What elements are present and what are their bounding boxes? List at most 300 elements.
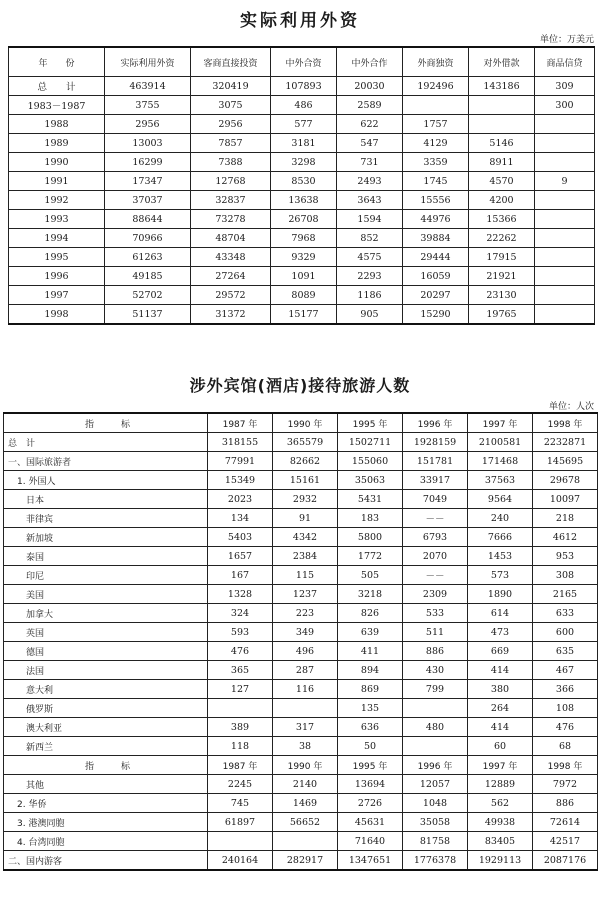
- value-cell: 2589: [337, 96, 403, 115]
- row-label-cell: 1989: [9, 134, 105, 153]
- value-cell: 1347651: [338, 851, 403, 871]
- row-label-cell: 其他: [4, 775, 208, 794]
- value-cell: 中外合作: [337, 47, 403, 77]
- value-cell: 7666: [468, 528, 533, 547]
- value-cell: 2165: [533, 585, 598, 604]
- table-row: [4, 680, 598, 699]
- value-cell: 107893: [271, 77, 337, 96]
- value-cell: 2726: [338, 794, 403, 813]
- value-cell: 1469: [273, 794, 338, 813]
- value-cell: 669: [468, 642, 533, 661]
- value-cell: 8911: [469, 153, 535, 172]
- value-cell: 4200: [469, 191, 535, 210]
- value-cell: 29678: [533, 471, 598, 490]
- row-label-cell: 4. 台湾同胞: [4, 832, 208, 851]
- value-cell: 20297: [403, 286, 469, 305]
- value-cell: 309: [535, 77, 595, 96]
- value-cell: 73278: [191, 210, 271, 229]
- table-row: [4, 813, 598, 832]
- value-cell: 15349: [208, 471, 273, 490]
- value-cell: 135: [338, 699, 403, 718]
- value-cell: 1757: [403, 115, 469, 134]
- value-cell: 1997 年: [468, 756, 533, 775]
- value-cell: 183: [338, 509, 403, 528]
- value-cell: 852: [337, 229, 403, 248]
- value-cell: 16059: [403, 267, 469, 286]
- value-cell: 37563: [468, 471, 533, 490]
- tourist-reception-table: [3, 412, 598, 871]
- value-cell: 2932: [273, 490, 338, 509]
- table2-unit: 单位：人次: [548, 402, 594, 412]
- value-cell: 31372: [191, 305, 271, 325]
- value-cell: 对外借款: [469, 47, 535, 77]
- value-cell: 6793: [403, 528, 468, 547]
- value-cell: 15177: [271, 305, 337, 325]
- value-cell: 27264: [191, 267, 271, 286]
- value-cell: [535, 191, 595, 210]
- value-cell: 577: [271, 115, 337, 134]
- row-label-cell: 加拿大: [4, 604, 208, 623]
- value-cell: 2087176: [533, 851, 598, 871]
- value-cell: 430: [403, 661, 468, 680]
- value-cell: 3755: [105, 96, 191, 115]
- value-cell: [535, 229, 595, 248]
- value-cell: 1328: [208, 585, 273, 604]
- value-cell: 505: [338, 566, 403, 585]
- value-cell: [469, 96, 535, 115]
- value-cell: 7968: [271, 229, 337, 248]
- value-cell: 29444: [403, 248, 469, 267]
- value-cell: 12889: [468, 775, 533, 794]
- row-label-cell: 英国: [4, 623, 208, 642]
- row-label-cell: 印尼: [4, 566, 208, 585]
- value-cell: 1990 年: [273, 413, 338, 433]
- value-cell: 10097: [533, 490, 598, 509]
- value-cell: 905: [337, 305, 403, 325]
- row-label-cell: 澳大利亚: [4, 718, 208, 737]
- value-cell: 77991: [208, 452, 273, 471]
- value-cell: 1929113: [468, 851, 533, 871]
- value-cell: 49938: [468, 813, 533, 832]
- value-cell: 366: [533, 680, 598, 699]
- value-cell: 1995 年: [338, 756, 403, 775]
- value-cell: 7049: [403, 490, 468, 509]
- value-cell: 167: [208, 566, 273, 585]
- value-cell: 635: [533, 642, 598, 661]
- value-cell: 3643: [337, 191, 403, 210]
- value-cell: 39884: [403, 229, 469, 248]
- value-cell: 8530: [271, 172, 337, 191]
- value-cell: 88644: [105, 210, 191, 229]
- value-cell: 2232871: [533, 433, 598, 452]
- value-cell: 2384: [273, 547, 338, 566]
- value-cell: 1186: [337, 286, 403, 305]
- value-cell: 511: [403, 623, 468, 642]
- value-cell: 463914: [105, 77, 191, 96]
- value-cell: 61897: [208, 813, 273, 832]
- value-cell: 365579: [273, 433, 338, 452]
- value-cell: 2245: [208, 775, 273, 794]
- value-cell: 3218: [338, 585, 403, 604]
- table2-title: 涉外宾馆(酒店)接待旅游人数: [189, 376, 411, 395]
- value-cell: 9: [535, 172, 595, 191]
- table-row: [9, 134, 595, 153]
- row-label-cell: 1. 外国人: [4, 471, 208, 490]
- table-row: [4, 623, 598, 642]
- value-cell: 21921: [469, 267, 535, 286]
- value-cell: 414: [468, 661, 533, 680]
- table-row: [4, 699, 598, 718]
- table-row: [9, 115, 595, 134]
- header-row: [9, 47, 595, 77]
- value-cell: 4129: [403, 134, 469, 153]
- value-cell: 1594: [337, 210, 403, 229]
- value-cell: 622: [337, 115, 403, 134]
- value-cell: 2023: [208, 490, 273, 509]
- row-label-cell: 1996: [9, 267, 105, 286]
- value-cell: 5431: [338, 490, 403, 509]
- value-cell: 953: [533, 547, 598, 566]
- value-cell: 48704: [191, 229, 271, 248]
- value-cell: 9329: [271, 248, 337, 267]
- value-cell: 49185: [105, 267, 191, 286]
- value-cell: 42517: [533, 832, 598, 851]
- value-cell: 29572: [191, 286, 271, 305]
- table-row: [9, 153, 595, 172]
- value-cell: 473: [468, 623, 533, 642]
- value-cell: 218: [533, 509, 598, 528]
- value-cell: 17915: [469, 248, 535, 267]
- row-label-cell: 新西兰: [4, 737, 208, 756]
- value-cell: 308: [533, 566, 598, 585]
- value-cell: 533: [403, 604, 468, 623]
- table-row: [4, 775, 598, 794]
- value-cell: [403, 96, 469, 115]
- value-cell: 4575: [337, 248, 403, 267]
- row-label-cell: 1993: [9, 210, 105, 229]
- row-label-cell: 1995: [9, 248, 105, 267]
- value-cell: 15366: [469, 210, 535, 229]
- value-cell: 51137: [105, 305, 191, 325]
- value-cell: 145695: [533, 452, 598, 471]
- value-cell: 414: [468, 718, 533, 737]
- value-cell: 2070: [403, 547, 468, 566]
- value-cell: 1996 年: [403, 413, 468, 433]
- value-cell: 1657: [208, 547, 273, 566]
- header-row: [4, 756, 598, 775]
- value-cell: 4570: [469, 172, 535, 191]
- value-cell: 1997 年: [468, 413, 533, 433]
- value-cell: 52702: [105, 286, 191, 305]
- value-cell: 38: [273, 737, 338, 756]
- value-cell: [273, 832, 338, 851]
- value-cell: 3359: [403, 153, 469, 172]
- row-label-cell: 总 计: [4, 433, 208, 452]
- value-cell: 实际利用外资: [105, 47, 191, 77]
- value-cell: 614: [468, 604, 533, 623]
- value-cell: 1998 年: [533, 756, 598, 775]
- value-cell: 240164: [208, 851, 273, 871]
- row-label-cell: 新加坡: [4, 528, 208, 547]
- value-cell: 155060: [338, 452, 403, 471]
- row-label-cell: 二、国内游客: [4, 851, 208, 871]
- value-cell: 60: [468, 737, 533, 756]
- value-cell: 81758: [403, 832, 468, 851]
- value-cell: 480: [403, 718, 468, 737]
- table-row: [4, 718, 598, 737]
- value-cell: 70966: [105, 229, 191, 248]
- value-cell: 1928159: [403, 433, 468, 452]
- value-cell: 192496: [403, 77, 469, 96]
- table-row: [9, 191, 595, 210]
- row-label-cell: 一、国际旅游者: [4, 452, 208, 471]
- header-row: [4, 413, 598, 433]
- value-cell: 1987 年: [208, 756, 273, 775]
- value-cell: [273, 699, 338, 718]
- row-label-cell: 美国: [4, 585, 208, 604]
- row-label-cell: 意大利: [4, 680, 208, 699]
- row-label-cell: 泰国: [4, 547, 208, 566]
- value-cell: 171468: [468, 452, 533, 471]
- value-cell: 22262: [469, 229, 535, 248]
- value-cell: 4612: [533, 528, 598, 547]
- value-cell: 44976: [403, 210, 469, 229]
- value-cell: 1996 年: [403, 756, 468, 775]
- value-cell: 19765: [469, 305, 535, 325]
- table-row: [4, 585, 598, 604]
- value-cell: 43348: [191, 248, 271, 267]
- value-cell: 1998 年: [533, 413, 598, 433]
- table-row: [4, 509, 598, 528]
- value-cell: 633: [533, 604, 598, 623]
- value-cell: [535, 115, 595, 134]
- value-cell: 7388: [191, 153, 271, 172]
- value-cell: 12057: [403, 775, 468, 794]
- value-cell: 5800: [338, 528, 403, 547]
- table1-unit: 单位：万美元: [539, 35, 594, 45]
- value-cell: 318155: [208, 433, 273, 452]
- row-label-cell: 指 标: [4, 413, 208, 433]
- table1-title: 实际利用外资: [240, 11, 360, 31]
- value-cell: 13694: [338, 775, 403, 794]
- value-cell: 客商直接投资: [191, 47, 271, 77]
- value-cell: 2100581: [468, 433, 533, 452]
- value-cell: 118: [208, 737, 273, 756]
- foreign-capital-table: [8, 46, 595, 325]
- value-cell: 593: [208, 623, 273, 642]
- row-label-cell: 法国: [4, 661, 208, 680]
- value-cell: 869: [338, 680, 403, 699]
- row-label-cell: 3. 港澳同胞: [4, 813, 208, 832]
- table-row: [4, 832, 598, 851]
- value-cell: 50: [338, 737, 403, 756]
- row-label-cell: 俄罗斯: [4, 699, 208, 718]
- value-cell: [535, 248, 595, 267]
- table-row: [4, 471, 598, 490]
- value-cell: 1772: [338, 547, 403, 566]
- table-row: [4, 490, 598, 509]
- value-cell: 1502711: [338, 433, 403, 452]
- value-cell: 72614: [533, 813, 598, 832]
- value-cell: 486: [271, 96, 337, 115]
- value-cell: 5403: [208, 528, 273, 547]
- value-cell: －－: [403, 509, 468, 528]
- value-cell: 600: [533, 623, 598, 642]
- table-row: [4, 737, 598, 756]
- value-cell: 26708: [271, 210, 337, 229]
- value-cell: 13003: [105, 134, 191, 153]
- value-cell: 20030: [337, 77, 403, 96]
- value-cell: 1987 年: [208, 413, 273, 433]
- row-label-cell: 年 份: [9, 47, 105, 77]
- value-cell: 134: [208, 509, 273, 528]
- value-cell: 1453: [468, 547, 533, 566]
- value-cell: 37037: [105, 191, 191, 210]
- value-cell: 1237: [273, 585, 338, 604]
- table-row: [4, 604, 598, 623]
- value-cell: 外商独资: [403, 47, 469, 77]
- value-cell: 2956: [105, 115, 191, 134]
- value-cell: 476: [208, 642, 273, 661]
- value-cell: 476: [533, 718, 598, 737]
- table-row: [4, 851, 598, 871]
- value-cell: 9564: [468, 490, 533, 509]
- value-cell: 300: [535, 96, 595, 115]
- row-label-cell: 1997: [9, 286, 105, 305]
- table-row: [4, 794, 598, 813]
- table-row: [9, 229, 595, 248]
- table-row: [9, 172, 595, 191]
- value-cell: 35058: [403, 813, 468, 832]
- value-cell: 7857: [191, 134, 271, 153]
- value-cell: 1048: [403, 794, 468, 813]
- value-cell: 17347: [105, 172, 191, 191]
- value-cell: 223: [273, 604, 338, 623]
- value-cell: 68: [533, 737, 598, 756]
- value-cell: 15556: [403, 191, 469, 210]
- value-cell: 264: [468, 699, 533, 718]
- value-cell: 115: [273, 566, 338, 585]
- row-label-cell: 日本: [4, 490, 208, 509]
- row-label-cell: 德国: [4, 642, 208, 661]
- row-label-cell: 总 计: [9, 77, 105, 96]
- table-row: [4, 528, 598, 547]
- value-cell: 886: [403, 642, 468, 661]
- value-cell: 3181: [271, 134, 337, 153]
- row-label-cell: 2. 华侨: [4, 794, 208, 813]
- value-cell: 8089: [271, 286, 337, 305]
- value-cell: 731: [337, 153, 403, 172]
- value-cell: [469, 115, 535, 134]
- table-row: [9, 210, 595, 229]
- table-row: [9, 305, 595, 325]
- value-cell: 中外合资: [271, 47, 337, 77]
- value-cell: 23130: [469, 286, 535, 305]
- table-row: [9, 248, 595, 267]
- value-cell: 91: [273, 509, 338, 528]
- value-cell: －－: [403, 566, 468, 585]
- row-label-cell: 1998: [9, 305, 105, 325]
- value-cell: 127: [208, 680, 273, 699]
- row-label-cell: 1992: [9, 191, 105, 210]
- value-cell: 15290: [403, 305, 469, 325]
- value-cell: 61263: [105, 248, 191, 267]
- value-cell: 573: [468, 566, 533, 585]
- table-row: [9, 267, 595, 286]
- value-cell: 7972: [533, 775, 598, 794]
- value-cell: 33917: [403, 471, 468, 490]
- value-cell: 1990 年: [273, 756, 338, 775]
- value-cell: 商品信贷: [535, 47, 595, 77]
- value-cell: 2309: [403, 585, 468, 604]
- value-cell: [535, 210, 595, 229]
- table-row: [9, 77, 595, 96]
- table-row: [4, 433, 598, 452]
- value-cell: 151781: [403, 452, 468, 471]
- value-cell: 56652: [273, 813, 338, 832]
- value-cell: [535, 267, 595, 286]
- table-row: [4, 547, 598, 566]
- value-cell: 287: [273, 661, 338, 680]
- value-cell: 1890: [468, 585, 533, 604]
- value-cell: 639: [338, 623, 403, 642]
- value-cell: 83405: [468, 832, 533, 851]
- value-cell: 324: [208, 604, 273, 623]
- value-cell: 317: [273, 718, 338, 737]
- value-cell: 3298: [271, 153, 337, 172]
- value-cell: 2956: [191, 115, 271, 134]
- value-cell: 71640: [338, 832, 403, 851]
- value-cell: 562: [468, 794, 533, 813]
- value-cell: [208, 832, 273, 851]
- table-row: [9, 286, 595, 305]
- value-cell: [535, 134, 595, 153]
- row-label-cell: 1988: [9, 115, 105, 134]
- row-label-cell: 1994: [9, 229, 105, 248]
- value-cell: 411: [338, 642, 403, 661]
- value-cell: 886: [533, 794, 598, 813]
- value-cell: 13638: [271, 191, 337, 210]
- value-cell: 32837: [191, 191, 271, 210]
- value-cell: 2140: [273, 775, 338, 794]
- value-cell: 1091: [271, 267, 337, 286]
- value-cell: 5146: [469, 134, 535, 153]
- value-cell: 380: [468, 680, 533, 699]
- value-cell: 826: [338, 604, 403, 623]
- value-cell: 108: [533, 699, 598, 718]
- value-cell: [535, 305, 595, 325]
- table-row: [4, 642, 598, 661]
- value-cell: [403, 737, 468, 756]
- value-cell: 2493: [337, 172, 403, 191]
- value-cell: 3075: [191, 96, 271, 115]
- value-cell: 320419: [191, 77, 271, 96]
- row-label-cell: 1991: [9, 172, 105, 191]
- value-cell: 282917: [273, 851, 338, 871]
- value-cell: 389: [208, 718, 273, 737]
- value-cell: 240: [468, 509, 533, 528]
- value-cell: 16299: [105, 153, 191, 172]
- value-cell: 1995 年: [338, 413, 403, 433]
- table-row: [4, 452, 598, 471]
- value-cell: 799: [403, 680, 468, 699]
- value-cell: 636: [338, 718, 403, 737]
- value-cell: [403, 699, 468, 718]
- row-label-cell: 1990: [9, 153, 105, 172]
- value-cell: 745: [208, 794, 273, 813]
- value-cell: 4342: [273, 528, 338, 547]
- value-cell: 45631: [338, 813, 403, 832]
